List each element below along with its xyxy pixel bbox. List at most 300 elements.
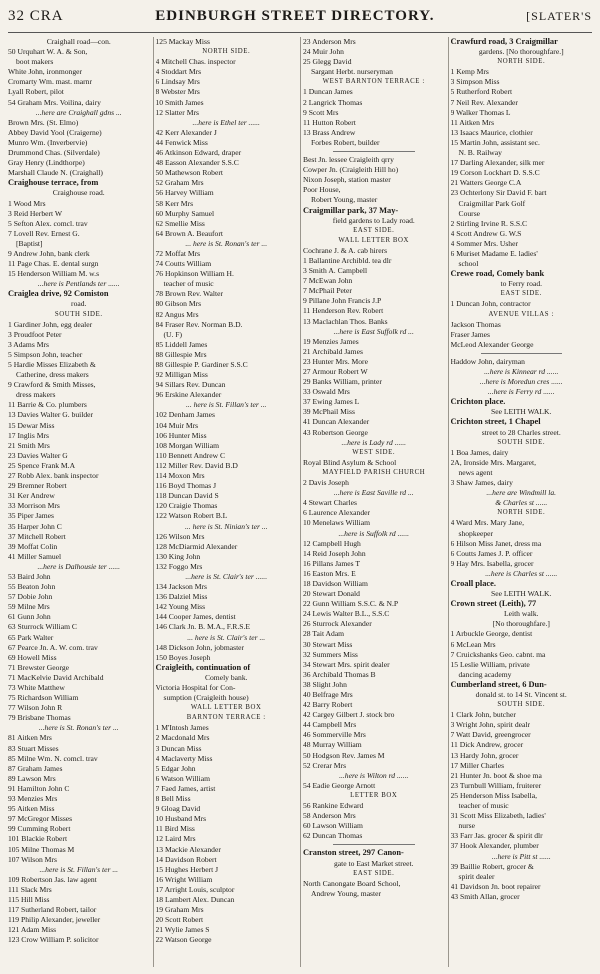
- directory-entry: Royal Blind Asylum & School: [303, 457, 397, 467]
- directory-entry: 3 Wright John, spirit dealr: [450, 720, 530, 730]
- directory-entry: 112 Miller Rev. David B.D: [155, 460, 238, 470]
- directory-entry: 11 Henderson Rev. Robert: [303, 306, 384, 316]
- directory-entry: Jackson Thomas: [450, 319, 501, 329]
- directory-entry: 114 Moxon Mrs: [155, 471, 205, 481]
- directory-entry: 71 Brewster George: [8, 662, 70, 672]
- directory-entry: 146 Clark Jn. B. M.A., F.R.S.E: [155, 622, 251, 632]
- entry-continuation: (U. F): [163, 329, 183, 339]
- directory-entry: 69 Howell Miss: [8, 652, 57, 662]
- directory-entry: Best Jn. lessee Craigleith qrry: [303, 155, 394, 165]
- directory-entry: 5 Sefton Alex. comcl. trav: [8, 218, 88, 228]
- entry-continuation: Andrew Young, master: [311, 888, 382, 898]
- directory-entry: Fraser James: [450, 329, 490, 339]
- directory-entry: 6 Coutts James J. P. officer: [450, 548, 533, 558]
- cross-street-note: ...here is St. Ronan's ter ...: [38, 723, 119, 733]
- directory-entry: 9 Crawford & Smith Misses,: [8, 380, 96, 390]
- directory-entry: 31 Scott Miss Elizabeth, ladies': [450, 811, 546, 821]
- cross-street-note: ... here is St. Clair's ter ...: [187, 632, 266, 642]
- directory-entry: 30 Stewart Miss: [303, 639, 353, 649]
- directory-entry: 63 Sturrock William C: [8, 622, 77, 632]
- directory-entry: 136 Dalziel Miss: [155, 592, 208, 602]
- cross-street-note: ...here is Charles st ......: [485, 568, 558, 578]
- directory-column-3: [300, 37, 445, 967]
- directory-entry: 2 Macdonald Mrs: [155, 733, 210, 743]
- directory-entry: 57 Dobie John: [8, 592, 53, 602]
- directory-entry: 11 Hutton Robert: [303, 117, 356, 127]
- directory-entry: 3 Reid Herbert W: [8, 208, 63, 218]
- directory-entry: 46 Atkinson Edward, draper: [155, 148, 242, 158]
- section-label: WALL LETTER BOX: [190, 704, 262, 712]
- cross-street-note: ...here is East Saville rd ...: [333, 488, 414, 498]
- directory-entry: 61 Gunn John: [8, 612, 51, 622]
- directory-entry: 55 Beaton John: [8, 582, 56, 592]
- directory-entry: 16 Easton Mrs. E: [303, 568, 356, 578]
- directory-entry: 32 Summers Miss: [303, 649, 358, 659]
- directory-entry: 40 Belfrage Mrs: [303, 690, 353, 699]
- directory-entry: 1 Clark John, butcher: [450, 710, 516, 720]
- directory-entry: 42 Kerr Alexander J: [155, 127, 217, 137]
- directory-entry: 111 Slack Mrs: [8, 884, 52, 894]
- street-heading: Crichton street, 1 Chapel: [450, 417, 541, 427]
- directory-entry: 2 Stirling Irvine R. S.S.C: [450, 218, 528, 228]
- directory-entry: 4 Ward Mrs. Mary Jane,: [450, 518, 524, 528]
- directory-entry: 9 Walker Thomas L: [450, 107, 511, 117]
- directory-entry: 1 Kemp Mrs: [450, 67, 489, 77]
- directory-entry: 39 Moffat Colin: [8, 541, 58, 551]
- directory-entry: 74 Coutts William: [155, 259, 212, 269]
- directory-entry: 29 Banks William, printer: [303, 377, 382, 387]
- street-description: Craighouse road.: [52, 188, 105, 198]
- directory-entry: 64 Brown A. Beaufort: [155, 228, 223, 238]
- directory-entry: 41 Davidson Jn. boot repairer: [450, 881, 541, 891]
- directory-entry: 44 Fenwick Miss: [155, 137, 208, 147]
- directory-entry: 19 Graham Mrs: [155, 905, 204, 915]
- directory-entry: 7 Cruickshanks Geo. cabnt. ma: [450, 649, 546, 659]
- directory-entry: 11 Dick Andrew, grocer: [450, 740, 524, 750]
- entry-continuation: Catherine, dress makers: [16, 370, 89, 380]
- directory-entry: 121 Adam Miss: [8, 925, 57, 935]
- directory-entry: 43 Smith Allan, grocer: [450, 891, 520, 901]
- directory-entry: 23 Turnbull William, fruiterer: [450, 780, 542, 790]
- entry-continuation: Robert Young, master: [311, 195, 378, 205]
- directory-entry: 58 Anderson Mrs: [303, 811, 356, 821]
- street-heading: Cranston street, 297 Canon-: [303, 848, 404, 858]
- directory-entry: 17 Arright Louis, sculptor: [155, 884, 235, 894]
- directory-entry: 118 Duncan David S: [155, 491, 219, 501]
- directory-entry: 72 Moffat Mrs: [155, 248, 201, 258]
- directory-entry: 12 Campbell Hugh: [303, 538, 361, 548]
- directory-entry: 125 Mackay Miss: [155, 37, 210, 46]
- entry-continuation: Forbes Robert, builder: [311, 137, 380, 147]
- directory-entry: 144 Cooper James, dentist: [155, 612, 236, 622]
- directory-entry: 23 Hunter Mrs. More: [303, 356, 368, 366]
- directory-entry: 1 Wood Mrs: [8, 198, 46, 208]
- directory-entry: Poor House,: [303, 185, 341, 195]
- directory-entry: 132 Foggo Mrs: [155, 561, 203, 571]
- directory-entry: 104 Muir Mrs: [155, 420, 199, 430]
- directory-entry: 9 Andrew John, bank clerk: [8, 248, 90, 258]
- directory-entry: 35 Harper John C: [8, 521, 62, 531]
- entry-continuation: school: [458, 259, 479, 269]
- directory-entry: 4 Maclaverty Miss: [155, 753, 213, 763]
- entry-continuation: dress makers: [16, 390, 56, 400]
- directory-entry: 36 Archibald Thomas B: [303, 669, 376, 679]
- section-divider: [333, 844, 415, 845]
- directory-entry: 3 Simpson Miss: [450, 77, 500, 87]
- cross-street-note: ...here is St. Fillan's ter ...: [39, 864, 119, 874]
- directory-entry: 19 Menzies James: [303, 336, 359, 346]
- directory-entry: 85 Liddell James: [155, 339, 208, 349]
- directory-entry: North Canongate Board School,: [303, 878, 401, 888]
- directory-entry: 1 Duncan James: [303, 87, 353, 97]
- directory-entry: 101 Blackie Robert: [8, 834, 68, 844]
- directory-entry: 7 McPhail Peter: [303, 286, 352, 296]
- directory-entry: 9 Gloag David: [155, 804, 201, 814]
- directory-entry: 21 Archibald James: [303, 346, 363, 356]
- street-description: road.: [71, 299, 87, 309]
- directory-entry: 4 Sommer Mrs. Usher: [450, 238, 518, 248]
- directory-entry: 22 Watson George: [155, 935, 212, 945]
- directory-entry: 99 Cumming Robert: [8, 824, 71, 834]
- directory-entry: 3 Shaw James, dairy: [450, 478, 513, 488]
- directory-entry: 24 Muir John: [303, 47, 344, 57]
- street-heading: Crown street (Leith), 77: [450, 599, 537, 609]
- directory-entry: Lyall Robert, pilot: [8, 87, 64, 97]
- directory-entry: 16 Wright William: [155, 874, 213, 884]
- directory-entry: 120 Craigie Thomas: [155, 501, 218, 511]
- entry-continuation: teacher of music: [163, 279, 214, 289]
- directory-entry: 37 Mitchell Robert: [8, 531, 66, 541]
- street-description: field gardens to Lady road.: [332, 215, 415, 225]
- section-label: SOUTH SIDE.: [497, 701, 546, 709]
- directory-entry: 21 Smith Mrs: [8, 440, 50, 450]
- street-description: See LEITH WALK.: [491, 589, 552, 599]
- directory-entry: 15 Henderson William M. w.s: [8, 269, 100, 279]
- directory-entry: 7 Lovell Rev. Ernest G.: [8, 228, 80, 238]
- directory-entry: 37 Hook Alexander, plumber: [450, 841, 539, 851]
- directory-entry: 33 Morrison Mrs: [8, 501, 60, 511]
- section-label: WEST SIDE.: [352, 448, 396, 456]
- directory-entry: 3 Adams Mrs: [8, 339, 49, 349]
- directory-entry: 1 Ballantine Archibld. tea dlr: [303, 255, 392, 265]
- cross-street-note: ...here is Ferry rd ......: [487, 387, 555, 397]
- directory-entry: 5 Edgar John: [155, 763, 196, 773]
- directory-entry: 13 Isaacs Maurice, clothier: [450, 127, 533, 137]
- directory-entry: 39 Baillie Robert, grocer &: [450, 861, 534, 871]
- directory-entry: 89 Lawson Mrs: [8, 773, 56, 783]
- directory-entry: 93 Menzies Mrs: [8, 794, 58, 804]
- directory-entry: 119 Philip Alexander, jeweller: [8, 915, 101, 925]
- entry-continuation: teacher of music: [458, 801, 509, 811]
- street-description: Comely bank.: [204, 672, 248, 682]
- section-label: SOUTH SIDE.: [497, 438, 546, 446]
- directory-entry: 46 Sommerville Mrs: [303, 730, 366, 740]
- directory-entry: 34 Stewart Mrs. spirit dealer: [303, 659, 390, 669]
- directory-entry: 27 Armour Robert W: [303, 367, 368, 376]
- directory-entry: Cochrane J. & A. cab hirers: [303, 245, 388, 255]
- directory-entry: 88 Gillespie Mrs: [155, 349, 207, 359]
- directory-entry: 88 Gillespie P. Gardiner S.S.C: [155, 360, 248, 369]
- directory-entry: 54 Eadie George Arnott: [303, 780, 376, 790]
- directory-entry: 62 Duncan Thomas: [303, 831, 363, 841]
- directory-entry: 97 McGregor Misses: [8, 814, 73, 824]
- directory-entry: 117 Sutherland Robert, tailor: [8, 905, 97, 915]
- directory-entry: 26 Sturrock Alexander: [303, 619, 372, 629]
- directory-entry: 3 Smith A. Campbell: [303, 266, 368, 276]
- directory-entry: 11 Bird Miss: [155, 824, 195, 834]
- cross-street-note: ...here is Dalhousie ter ......: [37, 561, 121, 571]
- street-heading: Craighouse terrace, from: [8, 178, 99, 188]
- street-description: gate to East Market street.: [334, 858, 414, 868]
- directory-entry: 75 Richardson William: [8, 693, 79, 703]
- street-heading: Craiglea drive, 92 Comiston: [8, 289, 109, 299]
- directory-entry: 25 Glegg David: [303, 57, 352, 67]
- directory-entry: 76 Hopkinson William H.: [155, 269, 234, 279]
- directory-entry: 78 Brown Rev. Walter: [155, 289, 224, 299]
- street-description: to Ferry road.: [500, 279, 543, 289]
- directory-entry: 20 Scott Robert: [155, 915, 204, 925]
- directory-entry: 23 Anderson Mrs: [303, 37, 356, 46]
- directory-entry: 50 Hodgson Rev. James M: [303, 750, 385, 760]
- directory-entry: 21 Wylie James S: [155, 925, 210, 935]
- directory-entry: 27 Robb Alex. bank inspector: [8, 471, 99, 481]
- directory-entry: 6 Muriset Madame E. ladies': [450, 248, 538, 258]
- directory-entry: 14 Reid Joseph John: [303, 548, 366, 558]
- directory-entry: 48 Murray William: [303, 740, 362, 750]
- directory-entry: 35 Piper James: [8, 511, 54, 521]
- street-heading: Craigleith, continuation of: [155, 662, 251, 672]
- entry-continuation: dancing academy: [458, 669, 512, 679]
- directory-entry: 7 McEwan John: [303, 276, 353, 286]
- street-description: donald st. to 14 St. Vincent st.: [475, 690, 567, 699]
- directory-entry: 107 Wilson Mrs: [8, 854, 57, 864]
- directory-entry: 60 Murphy Samuel: [155, 208, 215, 218]
- directory-entry: 6 Hilson Miss Janet, dress ma: [450, 538, 542, 548]
- directory-entry: 110 Bennett Andrew C: [155, 450, 226, 460]
- directory-entry: 25 Spence Frank M.A: [8, 460, 76, 470]
- street-heading: Crichton place.: [450, 397, 506, 407]
- directory-column-4: [448, 37, 593, 967]
- directory-entry: 10 Smith James: [155, 97, 204, 107]
- directory-entry: Cromarty Wm. mast. marnr: [8, 77, 93, 87]
- directory-entry: White John, ironmonger: [8, 67, 83, 77]
- street-heading: Crawfurd road, 3 Craigmillar: [450, 37, 558, 46]
- directory-columns: [8, 37, 592, 967]
- directory-entry: 81 Aitken Mrs: [8, 733, 52, 743]
- directory-entry: 13 Mackie Alexander: [155, 844, 221, 854]
- cross-street-note: ...here are Windmill la.: [486, 488, 557, 498]
- cross-street-note: ...here is Pitt st ......: [491, 851, 551, 861]
- directory-entry: 23 Davies Walter G: [8, 450, 68, 460]
- directory-entry: 83 Stuart Misses: [8, 743, 59, 753]
- directory-entry: 94 Sillars Rev. Duncan: [155, 380, 226, 390]
- directory-entry: 53 Baird John: [8, 571, 51, 581]
- section-label: EAST SIDE.: [353, 869, 395, 877]
- directory-entry: 80 Gibson Mrs: [155, 299, 202, 309]
- cross-street-note: ...here is Moredun cres ......: [479, 377, 563, 387]
- cross-street-note: ... here is St. Ninian's ter ...: [184, 521, 268, 531]
- directory-entry: 95 Aitken Miss: [8, 804, 55, 814]
- cross-street-note: ...here are Craighall gdns ...: [35, 107, 122, 117]
- directory-entry: 65 Park Walter: [8, 632, 54, 642]
- directory-entry: 28 Tait Adam: [303, 629, 345, 639]
- directory-entry: 48 Easson Alexander S.S.C: [155, 158, 239, 168]
- directory-entry: 67 Pearce Jn. A. W. com. trav: [8, 642, 98, 652]
- directory-entry: 128 McDiarmid Alexander: [155, 541, 238, 551]
- directory-entry: 58 Kerr Mrs: [155, 198, 194, 208]
- directory-entry: 56 Harvey William: [155, 188, 214, 198]
- directory-entry: 9 Pillane John Francis J.P: [303, 296, 382, 306]
- directory-entry: 91 Hamilton John C: [8, 783, 70, 793]
- section-label: WALL LETTER BOX: [338, 236, 410, 244]
- directory-entry: 1 Duncan John, contractor: [450, 299, 531, 309]
- directory-entry: 1 M'Intosh James: [155, 723, 209, 733]
- street-heading: Crewe road, Comely bank: [450, 269, 545, 279]
- directory-entry: 148 Dickson John, jobmaster: [155, 642, 245, 652]
- directory-entry: 20 Stewart Donald: [303, 589, 360, 599]
- directory-entry: 6 Lindsay Mrs: [155, 77, 200, 87]
- directory-entry: 11 Page Chas. E. dental surgn: [8, 259, 99, 269]
- directory-entry: 9 Hay Mrs. Isabella, grocer: [450, 558, 534, 568]
- directory-entry: 33 Farr Jas. grocer & spirit dlr: [450, 831, 543, 841]
- directory-entry: 13 Brass Andrew: [303, 127, 356, 137]
- directory-entry: 13 Hardy John, grocer: [450, 750, 519, 760]
- directory-entry: 15 Dewar Miss: [8, 420, 55, 430]
- entry-continuation: shopkeeper: [458, 528, 494, 538]
- directory-entry: 126 Wilson Mrs: [155, 531, 205, 541]
- entry-continuation: Craigmillar Park Golf: [458, 198, 526, 208]
- directory-entry: 42 Barry Robert: [303, 700, 353, 710]
- directory-entry: 18 Lambert Alex. Duncan: [155, 894, 235, 904]
- directory-entry: Drummond Chas. (Silverdale): [8, 148, 100, 158]
- directory-entry: 24 Lewis Walter B.L., S.S.C: [303, 609, 390, 619]
- directory-entry: 79 Brisbane Thomas: [8, 713, 71, 723]
- section-divider: [481, 353, 563, 354]
- directory-entry: 73 White Matthew: [8, 683, 65, 692]
- section-label: AVENUE VILLAS :: [488, 310, 554, 318]
- section-label: NORTH SIDE.: [497, 509, 546, 517]
- directory-entry: 23 Ochterlony Sir David F. bart: [450, 188, 547, 198]
- directory-entry: 96 Erskine Alexander: [155, 390, 222, 400]
- entry-continuation: spirit dealer: [458, 871, 495, 881]
- directory-entry: 102 Denham James: [155, 410, 215, 420]
- directory-entry: 8 Bell Miss: [155, 794, 191, 804]
- cross-street-note: ...here is Ethel ter ......: [192, 117, 260, 127]
- directory-entry: 1 Gardiner John, egg dealer: [8, 319, 93, 329]
- directory-entry: 87 Graham James: [8, 763, 63, 773]
- directory-entry: 106 Hunter Miss: [155, 430, 207, 440]
- directory-entry: 5 Simpson John, teacher: [8, 349, 83, 359]
- directory-entry: Nixon Joseph, station master: [303, 175, 391, 185]
- directory-entry: 6 Laurence Alexander: [303, 508, 371, 518]
- directory-entry: Brown Mrs. (St. Elmo): [8, 117, 79, 127]
- page-number: 32 CRA: [8, 8, 64, 24]
- directory-entry: 85 Milne Wm. N. comcl. trav: [8, 753, 98, 763]
- directory-entry: 12 Slatter Mrs: [155, 107, 199, 117]
- directory-entry: 54 Graham Mrs. Voilina, dairy: [8, 97, 101, 107]
- page-title: EDINBURGH STREET DIRECTORY.: [155, 8, 435, 24]
- section-label: LETTER BOX: [350, 791, 398, 799]
- directory-entry: 123 Crow William P. solicitor: [8, 935, 99, 945]
- directory-entry: 4 Stewart Charles: [303, 498, 357, 508]
- directory-entry: 77 Wilson John R: [8, 703, 63, 713]
- cross-street-note: ... here is St. Fillan's ter ...: [186, 400, 267, 410]
- directory-entry: 17 Darling Alexander, silk mer: [450, 158, 545, 168]
- directory-entry: Abbey David Yool (Craigerne): [8, 127, 102, 137]
- directory-entry: Haddow John, dairyman: [450, 356, 525, 366]
- directory-entry: 25 Henderson Miss Isabella,: [450, 790, 537, 800]
- street-description: Craighall road—con.: [46, 37, 111, 46]
- directory-entry: 38 Slight John: [303, 679, 347, 689]
- directory-entry: 4 Scott Andrew G. W.S: [450, 228, 522, 238]
- directory-entry: 7 Watt David, greengrocer: [450, 730, 531, 740]
- directory-entry: 43 Robertson George: [303, 427, 368, 437]
- directory-entry: McLeod Alexander George: [450, 339, 534, 349]
- directory-entry: 44 Campbell Mrs: [303, 720, 357, 730]
- directory-entry: 59 Milne Mrs: [8, 602, 50, 612]
- section-label: WEST BARNTON TERRACE :: [322, 78, 425, 86]
- directory-entry: 29 Bremner Robert: [8, 481, 67, 491]
- entry-continuation: Sargant Herbt. nurseryman: [311, 67, 393, 77]
- directory-entry: 62 Smellie Miss: [155, 218, 205, 228]
- directory-entry: 3 Proudfoot Peter: [8, 329, 62, 339]
- directory-entry: 5 Rutherford Robert: [450, 87, 513, 97]
- directory-entry: 92 Milligan Miss: [155, 370, 208, 380]
- directory-entry: 14 Davidson Robert: [155, 854, 217, 864]
- entry-continuation: sumption (Craigleith house): [163, 693, 249, 703]
- directory-entry: Gray Henry (Lindthorpe): [8, 158, 85, 168]
- directory-entry: 1 Boa James, dairy: [450, 447, 509, 457]
- directory-entry: 6 McLean Mrs: [450, 639, 496, 649]
- directory-entry: 82 Angus Mrs: [155, 309, 199, 319]
- directory-column-1: [8, 37, 150, 967]
- directory-entry: 115 Hill Miss: [8, 894, 50, 904]
- directory-entry: 150 Boyes Joseph: [155, 652, 211, 662]
- directory-entry: 122 Watson Robert B.L: [155, 511, 228, 521]
- directory-entry: 134 Jackson Mrs: [155, 582, 207, 592]
- street-description: gardens. [No thoroughfare.]: [478, 47, 564, 57]
- directory-entry: 4 Mitchell Chas. inspector: [155, 57, 236, 67]
- directory-entry: 11 Barrie & Co. plumbers: [8, 400, 87, 410]
- directory-entry: 8 Webster Mrs: [155, 87, 200, 97]
- directory-entry: 60 Lawson William: [303, 821, 363, 831]
- directory-entry: 56 Rankine Edward: [303, 801, 364, 811]
- directory-entry: 41 Duncan Alexander: [303, 417, 370, 427]
- directory-entry: 42 Cargey Gilbert J. stock bro: [303, 710, 395, 720]
- directory-column-2: [153, 37, 298, 967]
- directory-entry: 130 King John: [155, 551, 201, 561]
- section-label: BARNTON TERRACE :: [186, 714, 266, 722]
- cross-street-note: ...here is Lady rd ......: [341, 437, 407, 447]
- directory-entry: 7 Neil Rev. Alexander: [450, 97, 518, 107]
- directory-entry: 3 Duncan Miss: [155, 743, 202, 753]
- street-heading: Cumberland street, 6 Dun-: [450, 679, 547, 689]
- street-description: Leith walk.: [503, 609, 539, 619]
- street-heading: Croall place.: [450, 578, 496, 588]
- directory-entry: 10 Husband Mrs: [155, 814, 207, 824]
- cross-street-note: ...here is East Suffolk rd ...: [333, 326, 414, 336]
- directory-entry: Cowper Jn. (Craigleith Hill ho): [303, 165, 399, 175]
- section-divider: [333, 151, 415, 152]
- entry-continuation: N. B. Railway: [458, 148, 502, 158]
- entry-continuation: news agent: [458, 467, 493, 477]
- catchword: [SLATER'S: [526, 9, 592, 23]
- directory-entry: 17 Inglis Mrs: [8, 430, 49, 440]
- directory-entry: 15 Hughes Herbert J: [155, 864, 219, 874]
- directory-entry: 15 Leslie William, private: [450, 659, 530, 669]
- directory-entry: 6 Watson William: [155, 773, 210, 783]
- directory-entry: 84 Fraser Rev. Norman B.D.: [155, 319, 243, 329]
